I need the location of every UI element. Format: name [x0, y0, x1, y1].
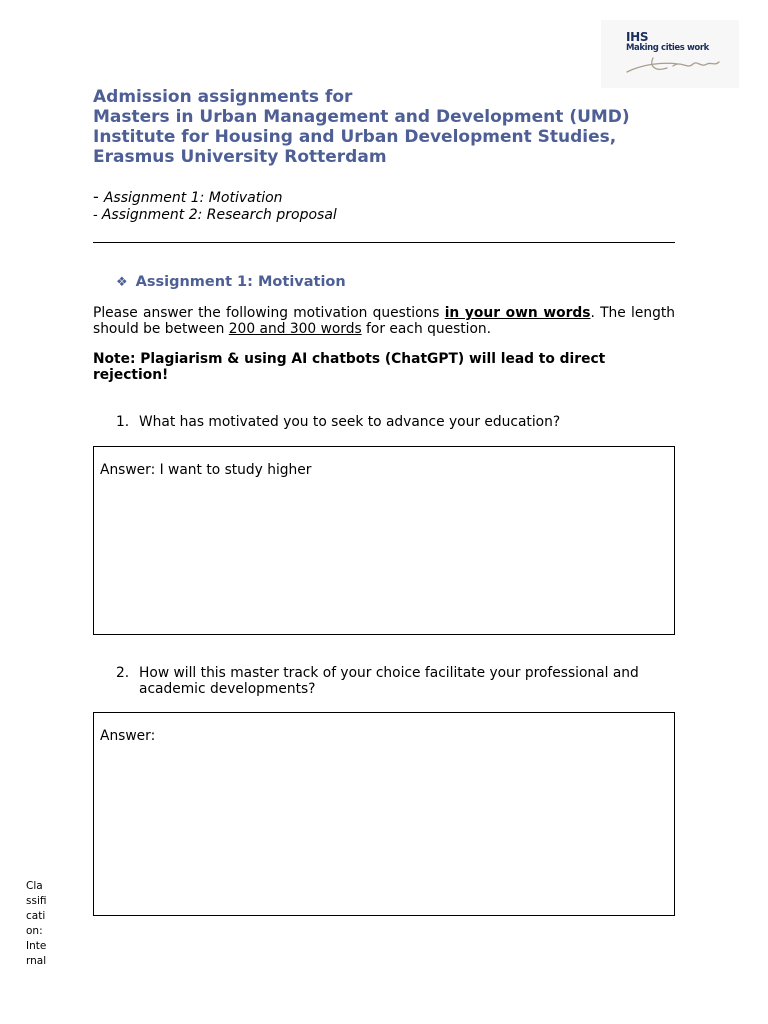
dash-bullet: - — [93, 208, 102, 223]
answer-box-1[interactable] — [93, 446, 675, 635]
assignment-item-label: Assignment 2: Research proposal — [101, 207, 337, 223]
answer-text[interactable]: Answer: I want to study higher — [100, 462, 312, 478]
question-number: 2. — [116, 665, 130, 681]
intro-text: . The length should be between — [93, 305, 675, 337]
diamond-bullet-icon: ❖ — [116, 275, 128, 290]
classification-label: Classification: Internal — [26, 880, 47, 967]
answer-box-2[interactable] — [93, 712, 675, 916]
title-line: Masters in Urban Management and Development (UMD) — [93, 107, 630, 127]
logo-brand: IHS — [626, 30, 649, 44]
dash-bullet: - — [93, 187, 104, 206]
assignment-item — [93, 207, 337, 224]
ihs-logo — [601, 20, 739, 88]
section-heading — [116, 274, 346, 290]
intro-emphasis: in your own words — [444, 305, 591, 321]
instructions-paragraph — [93, 305, 675, 337]
question-text: What has motivated you to seek to advance your education? — [139, 414, 561, 430]
question-1 — [116, 414, 676, 432]
question-text: How will this master track of your choice facilitate your professional and academic developments? — [139, 665, 639, 697]
title-line: Admission assignments for — [93, 87, 353, 107]
intro-text: Please answer the following motivation questions — [93, 305, 445, 321]
assignment-item — [93, 188, 337, 207]
erasmus-signature-icon — [623, 52, 723, 76]
assignment-list — [93, 188, 337, 224]
question-2 — [116, 665, 676, 699]
document-title — [93, 87, 693, 167]
title-line: Erasmus University Rotterdam — [93, 147, 387, 167]
question-number: 1. — [116, 414, 130, 430]
assignment-item-label: Assignment 1: Motivation — [103, 190, 283, 206]
horizontal-divider — [93, 242, 675, 243]
title-line: Institute for Housing and Urban Development Studies, — [93, 127, 617, 147]
section-heading-text: Assignment 1: Motivation — [135, 274, 346, 290]
plagiarism-note: Note: Plagiarism & using AI chatbots (ChatGPT) will lead to direct rejection! — [93, 351, 606, 383]
word-range: 200 and 300 words — [228, 321, 362, 337]
answer-text[interactable]: Answer: — [100, 728, 156, 744]
logo-tagline: Making cities work — [626, 43, 709, 53]
intro-text: for each question. — [361, 321, 492, 337]
